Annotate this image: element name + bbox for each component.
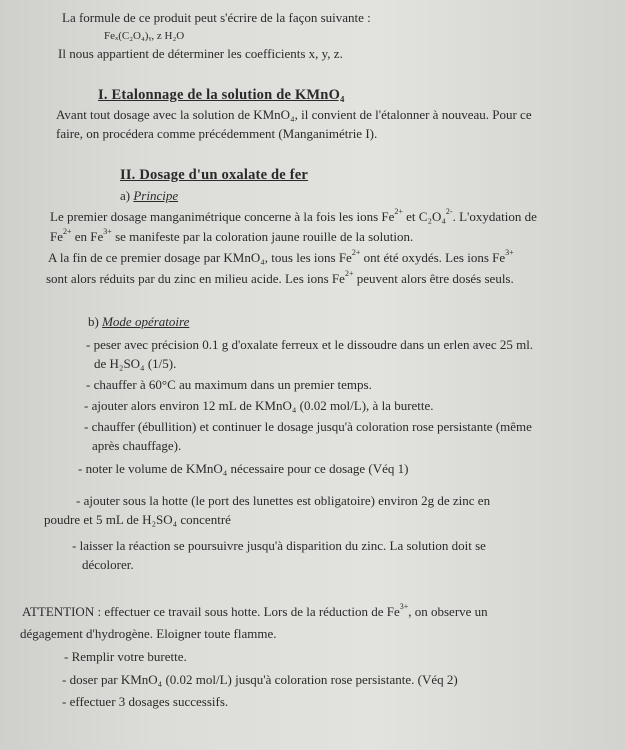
charge-superscript: 2+ (351, 248, 361, 257)
subsection-label: b) (88, 314, 99, 329)
procedure-step: après chauffage). (92, 438, 182, 453)
text-span: et C₂O₄ (402, 209, 446, 224)
text-span: se manifeste par la coloration jaune rouille de la solution. (111, 229, 414, 244)
charge-superscript: 3+ (399, 602, 409, 611)
subsection-title: Principe (133, 188, 179, 203)
text-span: ATTENTION : effectuer ce travail sous hotte. Lors de la réduction de Fe (22, 604, 400, 619)
text-span: . L'oxydation de (452, 209, 537, 224)
paragraph-line: Avant tout dosage avec la solution de KMnO₄, il convient de l'étalonner à nouveau. Pour ce (56, 107, 532, 122)
attention-item: - Remplir votre burette. (64, 649, 187, 664)
intro-line: La formule de ce produit peut s'écrire de la façon suivante : (62, 10, 371, 25)
text-span: sont alors réduits par du zinc en milieu acide. Les ions Fe (46, 271, 345, 286)
section-title-dosage: II. Dosage d'un oxalate de fer (120, 167, 309, 183)
text-span: peuvent alors être dosés seuls. (353, 271, 514, 286)
charge-superscript: 3+ (505, 248, 514, 257)
attention-line: dégagement d'hydrogène. Eloigner toute flamme. (20, 626, 277, 641)
procedure-step: - peser avec précision 0.1 g d'oxalate ferreux et le dissoudre dans un erlen avec 25 ml. (86, 337, 534, 352)
text-span: A la fin de ce premier dosage par KMnO₄, tous les ions Fe (48, 250, 352, 265)
paragraph-line (50, 209, 537, 225)
attention-item: - doser par KMnO₄ (0.02 mol/L) jusqu'à coloration rose persistante. (Véq 2) (62, 672, 458, 687)
procedure-step: décolorer. (82, 557, 134, 572)
paragraph-line (46, 271, 514, 287)
subsection-mode-operatoire (88, 314, 189, 330)
charge-superscript: 2+ (63, 227, 72, 236)
procedure-step: - chauffer (ébullition) et continuer le dosage jusqu'à coloration rose persistante (même (84, 419, 532, 434)
subsection-title: Mode opératoire (102, 314, 190, 329)
text-span: en Fe (71, 229, 104, 244)
attention-item: - effectuer 3 dosages successifs. (62, 694, 229, 709)
charge-superscript: 2+ (394, 207, 403, 216)
procedure-step: de H₂SO₄ (1/5). (94, 356, 177, 371)
charge-superscript: 2+ (344, 269, 354, 278)
paragraph-line (48, 250, 514, 266)
product-formula: Feₓ(C₂O₄)ᵧ, z H₂O (104, 30, 185, 42)
text-span: ont été oxydés. Les ions Fe (360, 250, 506, 265)
procedure-step: - ajouter sous la hotte (le port des lunettes est obligatoire) environ 2g de zinc en (76, 493, 491, 508)
intro-line: Il nous appartient de déterminer les coefficients x, y, z. (58, 46, 343, 61)
procedure-step: poudre et 5 mL de H₂SO₄ concentré (44, 512, 231, 527)
section-title-etalonnage: I. Etalonnage de la solution de KMnO₄ (98, 87, 345, 103)
charge-superscript: 3+ (103, 227, 112, 236)
procedure-step: - ajouter alors environ 12 mL de KMnO₄ (0.02 mol/L), à la burette. (84, 398, 434, 413)
procedure-step: - chauffer à 60°C au maximum dans un premier temps. (86, 377, 372, 392)
subsection-principe (120, 188, 178, 204)
paragraph-line: faire, on procédera comme précédemment (Manganimétrie I). (56, 126, 378, 141)
charge-superscript: 2- (445, 207, 453, 216)
text-span: Fe (50, 229, 63, 244)
procedure-step: - laisser la réaction se poursuivre jusqu'à disparition du zinc. La solution doit se (72, 538, 486, 553)
paragraph-line (50, 229, 413, 245)
subsection-label: a) (120, 188, 131, 203)
text-span: , on observe un (408, 604, 488, 619)
text-span: Le premier dosage manganimétrique concerne à la fois les ions Fe (50, 209, 395, 224)
procedure-step: - noter le volume de KMnO₄ nécessaire pour ce dosage (Véq 1) (78, 461, 409, 476)
attention-line (22, 604, 488, 620)
